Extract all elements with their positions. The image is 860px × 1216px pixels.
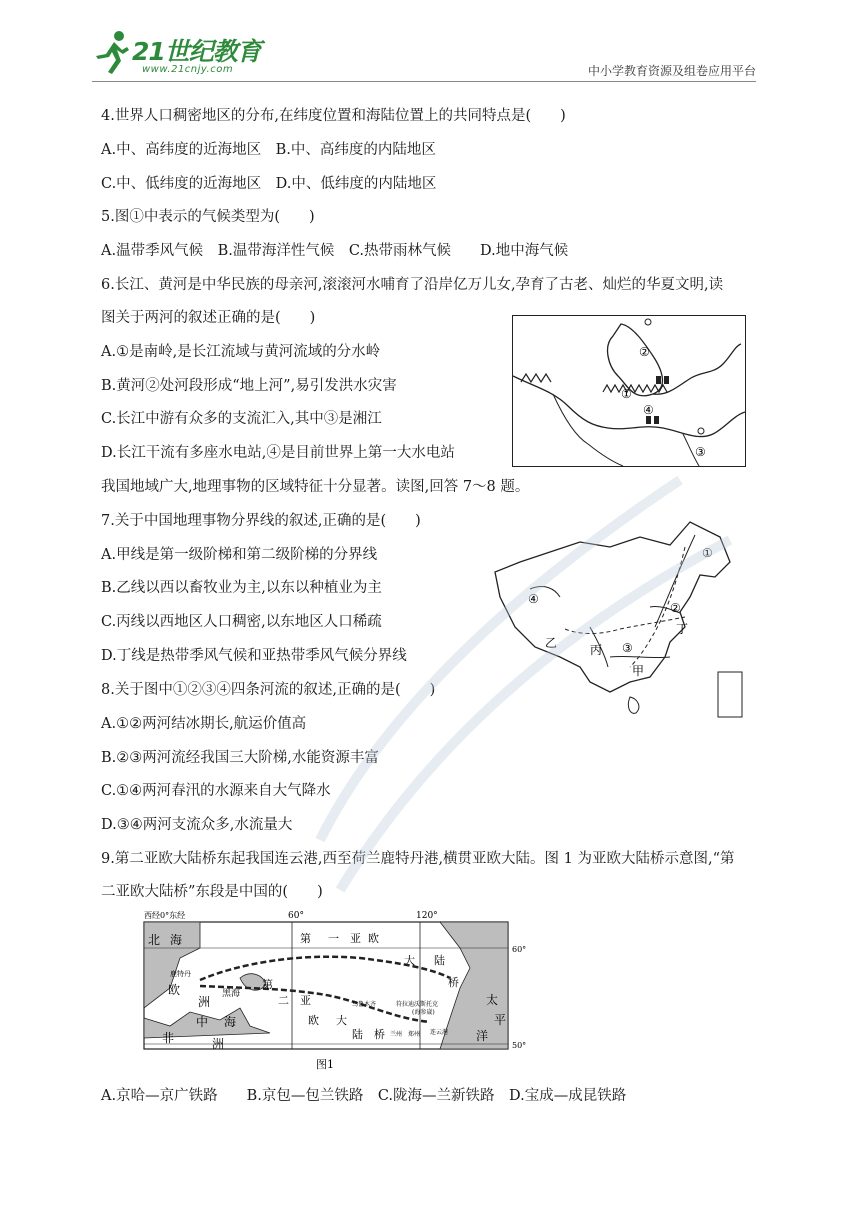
label-qiao-2: 桥 (374, 1028, 385, 1041)
rivers-map (512, 315, 746, 467)
label-bei: 北 (148, 933, 161, 947)
label-hai-2: 海 (224, 1015, 237, 1029)
q9-stem-line1: 9.第二亚欧大陆桥东起我国连云港,西至荷兰鹿特丹港,横贯亚欧大陆。图 1 为亚欧大陆桥示意图,“第 (101, 851, 735, 867)
label-haishenwai: (海参崴) (412, 1009, 435, 1016)
china-label-3: ③ (622, 641, 633, 655)
q7-option-d: D.丁线是热带季风气候和亚热带季风气候分界线 (101, 648, 407, 664)
page-header (0, 0, 860, 90)
label-zhengzhou: 郑州 (408, 1031, 421, 1038)
q7-option-c: C.丙线以西地区人口稠密,以东地区人口稀疏 (101, 614, 382, 630)
china-label-jia: 甲 (632, 664, 645, 678)
lon-60-label: 60° (288, 911, 304, 921)
q8-option-a: A.①②两河结冰期长,航运价值高 (101, 716, 307, 732)
label-lanzhou: 兰州 (390, 1031, 403, 1038)
header-divider (92, 81, 756, 82)
q9-stem-line2: 二亚欧大陆桥”东段是中国的( ) (101, 884, 323, 900)
china-label-4: ④ (528, 592, 539, 606)
label-zhong: 中 (196, 1015, 209, 1029)
q6-option-d: D.长江干流有多座水电站,④是目前世界上第一大水电站 (101, 445, 455, 461)
lat-50-label: 50° (512, 1041, 527, 1050)
figure-caption: 图1 (316, 1058, 334, 1071)
site-logo (92, 30, 262, 80)
q6-stem-line2: 图关于两河的叙述正确的是( ) (101, 310, 316, 326)
label-di-2: 第 (262, 978, 273, 991)
map-label-4: ④ (643, 403, 654, 417)
china-label-ding: 丁 (676, 622, 689, 636)
label-tai: 太 (486, 993, 499, 1007)
label-rotterdam: 鹿特丹 (170, 970, 191, 978)
china-label-yi: 乙 (545, 636, 558, 650)
label-ping: 平 (494, 1013, 507, 1027)
q7-stem: 7.关于中国地理事物分界线的叙述,正确的是( ) (101, 513, 421, 529)
q5-options: A.温带季风气候 B.温带海洋性气候 C.热带雨林气候 D.地中海气候 (101, 243, 569, 259)
map-label-1: ① (621, 387, 632, 401)
label-ya-1: 亚 (350, 932, 361, 945)
eurasia-bridge-map (140, 908, 530, 1073)
label-fei: 非 (162, 1031, 175, 1045)
q6-option-c: C.长江中游有众多的支流汇入,其中③是湘江 (101, 411, 382, 427)
q6-stem-line1: 6.长江、黄河是中华民族的母亲河,滚滚河水哺育了沿岸亿万儿女,孕育了古老、灿烂的华夏文明,读 (101, 277, 724, 293)
label-vladivostok: 符拉迪沃斯托克 (396, 1001, 439, 1008)
label-ou-1: 欧 (368, 932, 379, 945)
map-label-3: ③ (695, 445, 706, 459)
lon-120-label: 120° (416, 911, 438, 921)
china-label-bing: 丙 (590, 643, 603, 657)
q4-options-cd: C.中、低纬度的近海地区 D.中、低纬度的内陆地区 (101, 176, 437, 192)
q5-stem: 5.图①中表示的气候类型为( ) (101, 209, 315, 225)
label-zhou: 洲 (212, 1037, 225, 1051)
label-urumqi: 乌鲁木齐 (352, 1001, 377, 1008)
label-ou-2: 欧 (308, 1014, 319, 1027)
label-yang: 洋 (476, 1029, 489, 1043)
label-ou-zhou-1: 欧 (168, 983, 181, 997)
label-hai: 海 (170, 933, 183, 947)
logo-url: www.21cnjy.com (142, 64, 234, 75)
label-da-1: 大 (404, 954, 415, 967)
runner-icon (92, 30, 132, 76)
label-da-2: 大 (336, 1014, 347, 1027)
label-lu-1: 陆 (434, 954, 445, 967)
china-label-2: ② (670, 601, 681, 615)
china-map (490, 517, 750, 727)
label-ou-zhou-2: 洲 (198, 995, 211, 1009)
q8-option-b: B.②③两河流经我国三大阶梯,水能资源丰富 (101, 750, 379, 766)
label-heihai: 黑海 (222, 989, 241, 999)
q6-option-b: B.黄河②处河段形成“地上河”,易引发洪水灾害 (101, 378, 397, 394)
q4-options-ab: A.中、高纬度的近海地区 B.中、高纬度的内陆地区 (101, 142, 436, 158)
q7-8-intro: 我国地域广大,地理事物的区域特征十分显著。读图,回答 7～8 题。 (101, 479, 530, 495)
q8-option-d: D.③④两河支流众多,水流量大 (101, 817, 293, 833)
label-er-2: 二 (278, 994, 289, 1007)
map-label-2: ② (639, 345, 650, 359)
q7-option-b: B.乙线以西以畜牧业为主,以东以种植业为主 (101, 580, 382, 596)
logo-text: 21世纪教育 (132, 37, 261, 66)
label-yi-1: 一 (328, 932, 339, 945)
label-lianyungang: 连云港 (430, 1029, 449, 1036)
q7-option-a: A.甲线是第一级阶梯和第二级阶梯的分界线 (101, 547, 378, 563)
q9-options: A.京哈—京广铁路 B.京包—包兰铁路 C.陇海—兰新铁路 D.宝成—成昆铁路 (101, 1088, 627, 1104)
q8-stem: 8.关于图中①②③④四条河流的叙述,正确的是( ) (101, 682, 436, 698)
label-di-1: 第 (300, 932, 311, 945)
label-ya-2: 亚 (300, 994, 311, 1007)
label-lu-2: 陆 (352, 1028, 363, 1041)
platform-tagline: 中小学教育资源及组卷应用平台 (587, 64, 756, 78)
china-label-1: ① (702, 546, 713, 560)
q6-option-a: A.①是南岭,是长江流域与黄河流域的分水岭 (101, 344, 381, 360)
map-top-left-label: 西经0°东经 (144, 911, 186, 920)
lat-60-label: 60° (512, 945, 527, 954)
q8-option-c: C.①④两河春汛的水源来自大气降水 (101, 783, 331, 799)
label-qiao-1: 桥 (448, 976, 459, 989)
q4-stem: 4.世界人口稠密地区的分布,在纬度位置和海陆位置上的共同特点是( ) (101, 108, 566, 124)
